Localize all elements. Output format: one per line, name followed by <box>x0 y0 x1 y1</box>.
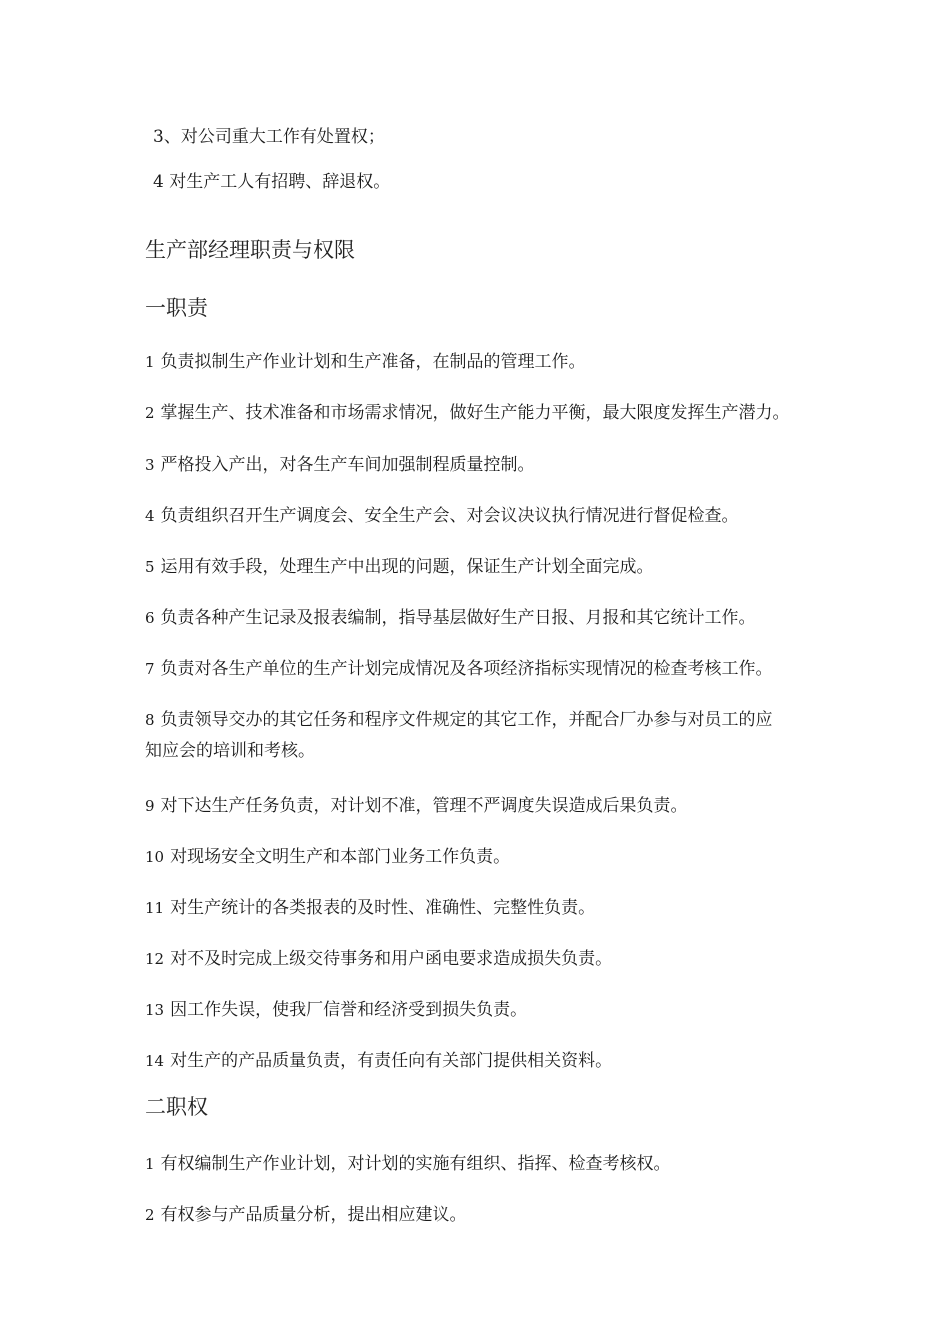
prev-item-3: 3、对公司重大工作有处置权； <box>153 127 385 147</box>
duty-text: 因工作失误，使我厂信誉和经济受到损失负责。 <box>170 1000 528 1020</box>
duty-text: 对下达生产任务负责，对计划不准，管理不严调度失误造成后果负责。 <box>160 796 688 816</box>
duty-number: 10 <box>145 848 165 866</box>
duty-text: 掌握生产、技术准备和市场需求情况，做好生产能力平衡，最大限度发挥生产潜力。 <box>160 403 790 423</box>
duty-text: 负责组织召开生产调度会、安全生产会、对会议决议执行情况进行督促检查。 <box>160 506 739 526</box>
document-title: 生产部经理职责与权限 <box>145 238 355 262</box>
power-text: 有权参与产品质量分析，提出相应建议。 <box>160 1205 467 1225</box>
duty-item <box>145 795 688 817</box>
duty-item <box>145 846 510 868</box>
duty-number: 5 <box>145 558 155 576</box>
duty-text: 负责各种产生记录及报表编制，指导基层做好生产日报、月报和其它统计工作。 <box>160 608 756 628</box>
duty-item <box>145 607 756 629</box>
duty-item-continuation: 知应会的培训和考核。 <box>145 741 315 761</box>
duty-item <box>145 505 739 527</box>
power-text: 有权编制生产作业计划，对计划的实施有组织、指挥、检查考核权。 <box>160 1154 671 1174</box>
duty-item <box>145 351 586 373</box>
power-item <box>145 1204 467 1226</box>
duty-item <box>145 454 535 476</box>
duty-item <box>145 556 654 578</box>
duty-item <box>145 709 773 731</box>
duty-text: 对生产统计的各类报表的及时性、准确性、完整性负责。 <box>170 898 596 918</box>
duty-number: 2 <box>145 404 155 422</box>
power-number: 2 <box>145 1206 155 1224</box>
duty-number: 11 <box>145 899 165 917</box>
duty-number: 8 <box>145 711 155 729</box>
duty-text: 对生产的产品质量负责，有责任向有关部门提供相关资料。 <box>170 1051 613 1071</box>
duty-text: 负责领导交办的其它任务和程序文件规定的其它工作，并配合厂办参与对员工的应 <box>160 710 773 730</box>
duty-number: 14 <box>145 1052 165 1070</box>
duty-item <box>145 402 790 424</box>
duty-text: 对现场安全文明生产和本部门业务工作负责。 <box>170 847 511 867</box>
duties-heading: 一职责 <box>145 296 208 320</box>
duty-item <box>145 948 612 970</box>
duty-item <box>145 1050 612 1072</box>
powers-heading: 二职权 <box>145 1095 208 1119</box>
power-item <box>145 1153 671 1175</box>
duty-item <box>145 897 595 919</box>
prev-item-4: 4 对生产工人有招聘、辞退权。 <box>153 172 391 192</box>
duty-number: 13 <box>145 1001 165 1019</box>
duty-number: 12 <box>145 950 165 968</box>
duty-text: 对不及时完成上级交待事务和用户函电要求造成损失负责。 <box>170 949 613 969</box>
duty-number: 7 <box>145 660 155 678</box>
duty-number: 3 <box>145 456 155 474</box>
duty-text: 负责拟制生产作业计划和生产准备，在制品的管理工作。 <box>160 352 586 372</box>
duty-item <box>145 999 527 1021</box>
duty-text: 运用有效手段，处理生产中出现的问题，保证生产计划全面完成。 <box>160 557 654 577</box>
duty-number: 6 <box>145 609 155 627</box>
duty-text: 严格投入产出，对各生产车间加强制程质量控制。 <box>160 455 535 475</box>
duty-number: 9 <box>145 797 155 815</box>
power-number: 1 <box>145 1155 155 1173</box>
duty-item <box>145 658 773 680</box>
duty-number: 4 <box>145 507 155 525</box>
duty-number: 1 <box>145 353 155 371</box>
duty-text: 负责对各生产单位的生产计划完成情况及各项经济指标实现情况的检查考核工作。 <box>160 659 773 679</box>
